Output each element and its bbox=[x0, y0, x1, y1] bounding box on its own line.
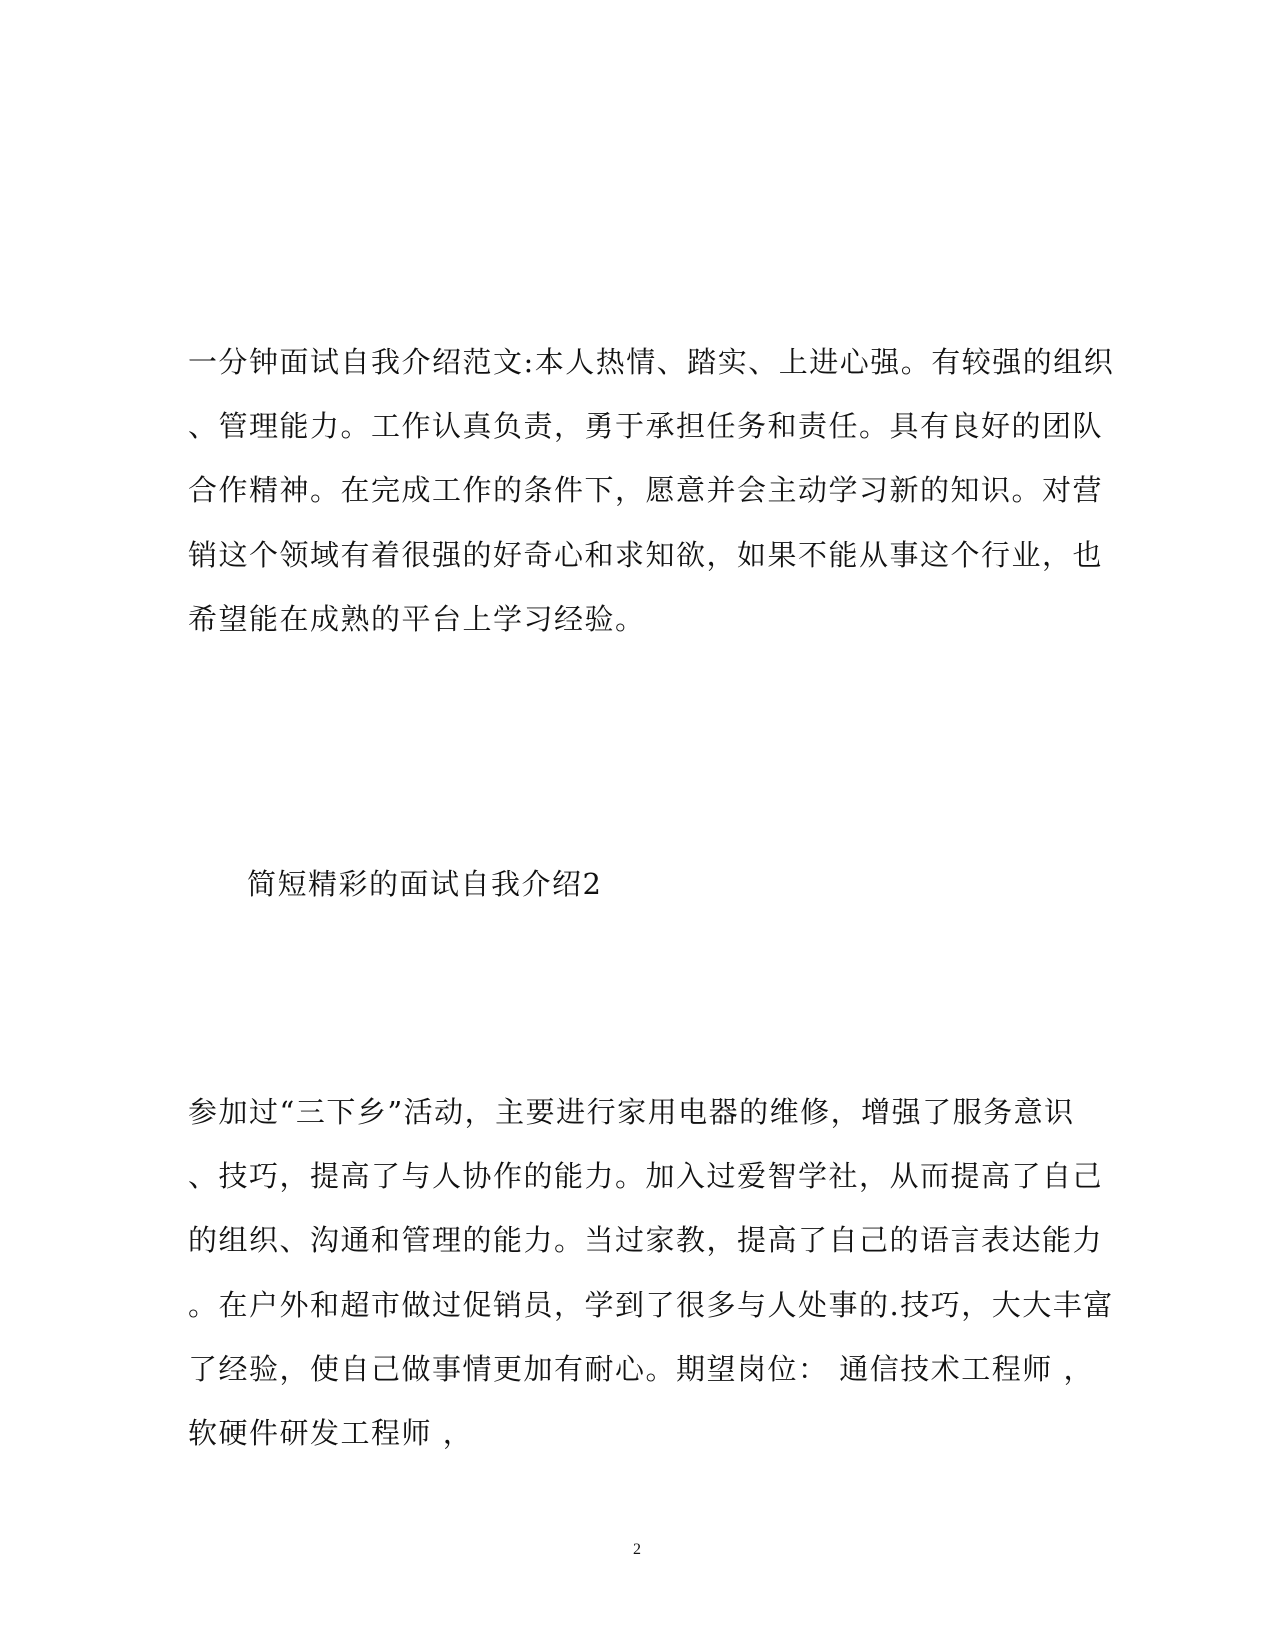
paragraph-line: 一分钟面试自我介绍范文:本人热情、踏实、上进心强。有较强的组织 bbox=[188, 345, 1115, 379]
paragraph-line: 销这个领域有着很强的好奇心和求知欲，如果不能从事这个行业，也 bbox=[188, 538, 1104, 572]
paragraph-line: 软硬件研发工程师 ， bbox=[188, 1416, 474, 1450]
paragraph-line: 。在户外和超市做过促销员，学到了很多与人处事的.技巧，大大丰富 bbox=[188, 1288, 1114, 1322]
paragraph-line: 了经验，使自己做事情更加有耐心。期望岗位： 通信技术工程师 ， bbox=[188, 1352, 1094, 1386]
paragraph-line: 、管理能力。工作认真负责，勇于承担任务和责任。具有良好的团队 bbox=[188, 409, 1104, 443]
paragraph-line: 、技巧，提高了与人协作的能力。加入过爱智学社，从而提高了自己 bbox=[188, 1159, 1104, 1193]
paragraph-line: 希望能在成熟的平台上学习经验。 bbox=[188, 602, 646, 636]
section-heading: 简短精彩的面试自我介绍2 bbox=[247, 867, 603, 901]
paragraph-line: 参加过“三下乡”活动，主要进行家用电器的维修，增强了服务意识 bbox=[188, 1095, 1075, 1129]
page-number: 2 bbox=[633, 1541, 641, 1558]
paragraph-line: 的组织、沟通和管理的能力。当过家教，提高了自己的语言表达能力 bbox=[188, 1223, 1104, 1257]
paragraph-line: 合作精神。在完成工作的条件下，愿意并会主动学习新的知识。对营 bbox=[188, 473, 1104, 507]
